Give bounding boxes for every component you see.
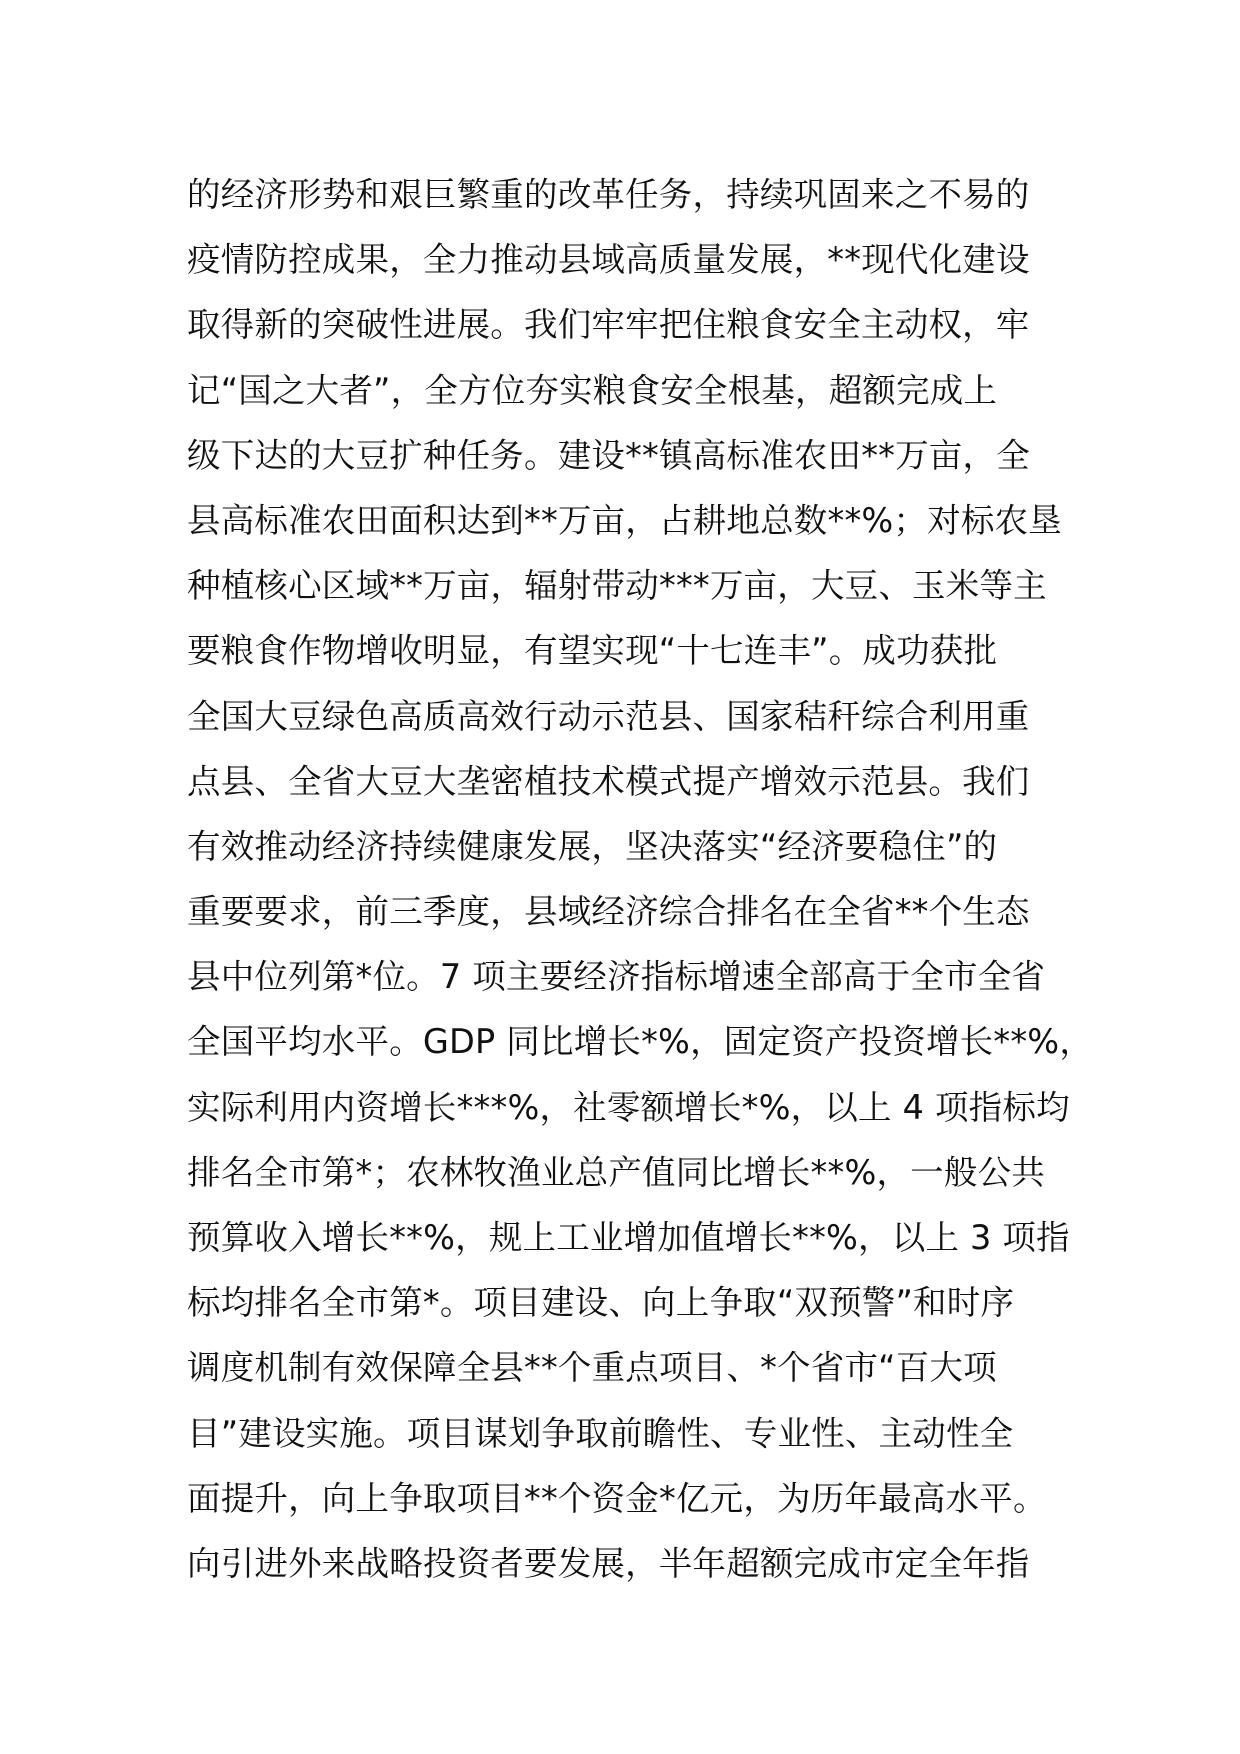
text-line: 向引进外来战略投资者要发展，半年超额完成市定全年指 [187, 1543, 1030, 1583]
text-line: 县中位列第*位。7 项主要经济指标增速全部高于全市全省 [187, 957, 1046, 997]
text-line: 目”建设实施。项目谋划争取前瞻性、专业性、主动性全 [187, 1413, 1014, 1453]
text-line: 取得新的突破性进展。我们牢牢把住粮食安全主动权，牢 [187, 305, 1030, 345]
text-line: 县高标准农田面积达到**万亩，占耕地总数**%；对标农垦 [187, 500, 1062, 540]
body-text [187, 162, 1094, 1596]
text-line: 全国大豆绿色高质高效行动示范县、国家秸秆综合利用重 [187, 696, 1030, 736]
text-line: 实际利用内资增长***%，社零额增长*%，以上 4 项指标均 [187, 1087, 1070, 1127]
text-line: 要粮食作物增收明显，有望实现“十七连丰”。成功获批 [187, 631, 998, 671]
text-line: 点县、全省大豆大垄密植技术模式提产增效示范县。我们 [187, 761, 1030, 801]
text-line: 疫情防控成果，全力推动县域高质量发展，**现代化建设 [187, 240, 1030, 280]
text-line: 种植核心区域**万亩，辐射带动***万亩，大豆、玉米等主 [187, 566, 1047, 606]
text-line: 重要要求，前三季度，县域经济综合排名在全省**个生态 [187, 892, 1030, 932]
text-line: 排名全市第*；农林牧渔业总产值同比增长**%，一般公共 [187, 1152, 1045, 1192]
text-line: 的经济形势和艰巨繁重的改革任务，持续巩固来之不易的 [187, 175, 1030, 214]
text-line: 面提升，向上争取项目**个资金*亿元，为历年最高水平。 [187, 1478, 1047, 1518]
text-line: 记“国之大者”，全方位夯实粮食安全根基，超额完成上 [187, 370, 998, 410]
text-line: 有效推动经济持续健康发展，坚决落实“经济要稳住”的 [187, 826, 998, 866]
text-line: 全国平均水平。GDP 同比增长*%，固定资产投资增长**%， [187, 1022, 1094, 1062]
text-line: 调度机制有效保障全县**个重点项目、*个省市“百大项 [187, 1348, 997, 1388]
text-line: 预算收入增长**%，规上工业增加值增长**%，以上 3 项指 [187, 1218, 1070, 1257]
text-line: 标均排名全市第*。项目建设、向上争取“双预警”和时序 [187, 1283, 1015, 1323]
text-line: 级下达的大豆扩种任务。建设**镇高标准农田**万亩，全 [187, 435, 1030, 475]
